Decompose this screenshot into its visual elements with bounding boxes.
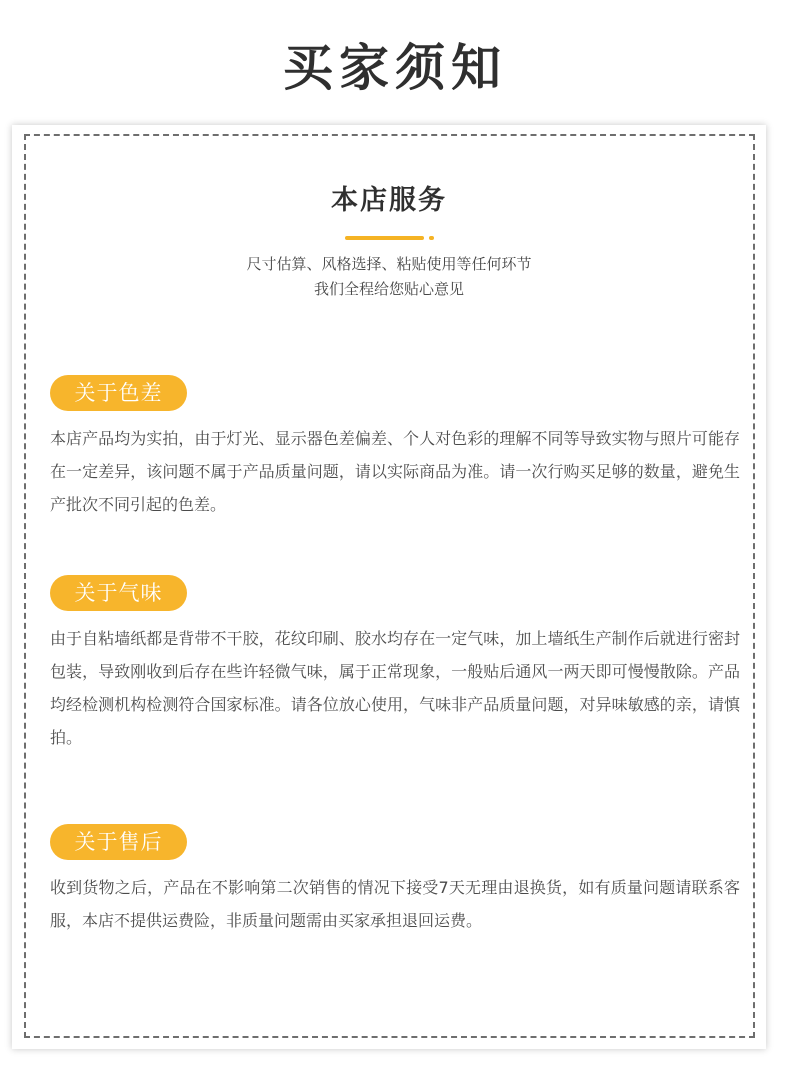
- section-body-after-sales: 收到货物之后，产品在不影响第二次销售的情况下接受7天无理由退换货，如有质量问题请联系客服，本店不提供运费险，非质量问题需由买家承担退回运费。: [50, 878, 740, 930]
- service-title: 本店服务: [331, 185, 447, 216]
- section-badge-color-difference: 关于色差: [50, 375, 187, 411]
- section-badge-after-sales: 关于售后: [50, 824, 187, 860]
- section-body-color-difference: 本店产品均为实拍，由于灯光、显示器色差偏差、个人对色彩的理解不同等导致实物与照片可能存在一定差异，该问题不属于产品质量问题，请以实际商品为准。请一次行购买足够的数量，避免生产批次不同引起的色差。: [50, 429, 740, 514]
- notice-card: [12, 125, 766, 1049]
- service-subtitle-line-2: 我们全程给您贴心意见: [313, 280, 464, 298]
- title-underline-divider: [345, 236, 424, 240]
- section-badge-odor: 关于气味: [50, 575, 187, 611]
- section-body-odor: 由于自粘墙纸都是背带不干胶，花纹印刷、胶水均存在一定气味，加上墙纸生产制作后就进行密封包装，导致刚收到后存在些许轻微气味，属于正常现象，一般贴后通风一两天即可慢慢散除。产品均经检测机构检测符合国家标准。请各位放心使用，气味非产品质量问题，对异味敏感的亲，请慎拍。: [50, 629, 740, 747]
- service-subtitle-line-1: 尺寸估算、风格选择、粘贴使用等任何环节: [246, 255, 532, 273]
- page-title: 买家须知: [283, 39, 507, 97]
- title-underline-dot: [429, 236, 434, 240]
